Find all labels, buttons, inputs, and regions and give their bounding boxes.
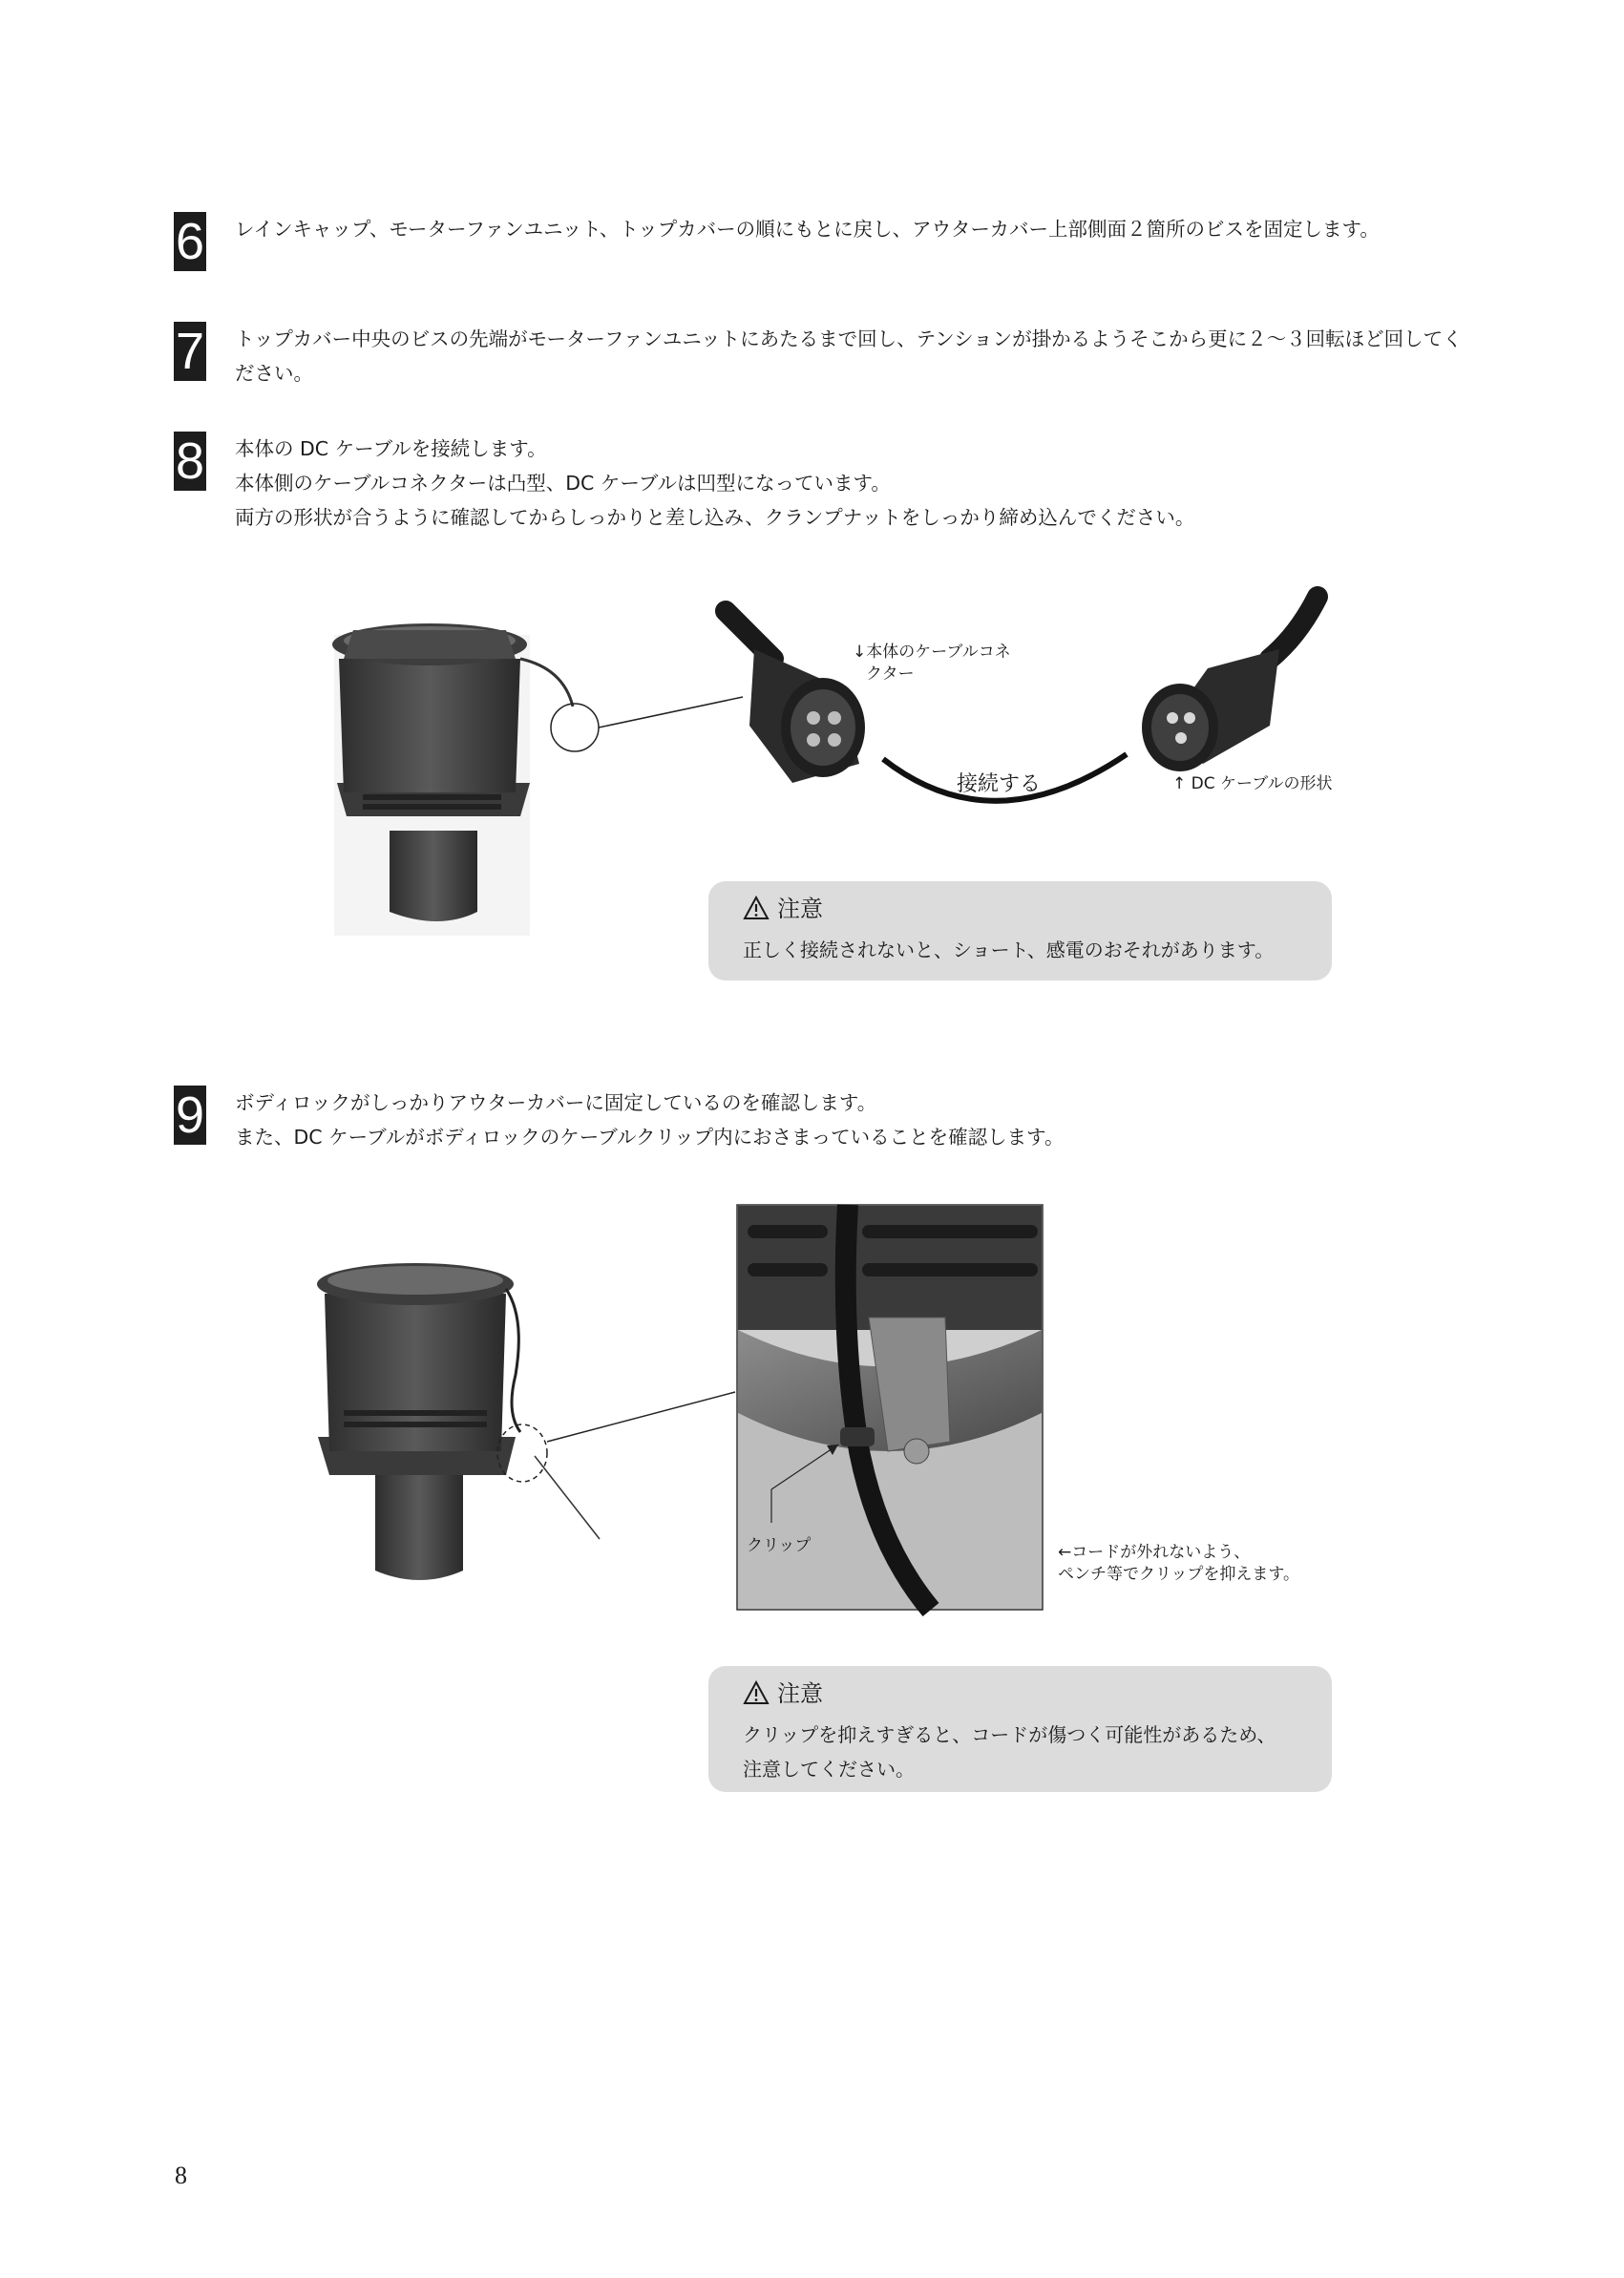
caution-line: 正しく接続されないと、ショート、感電のおそれがあります。	[743, 939, 1275, 961]
device-photo-step9	[317, 1263, 600, 1580]
step-text	[235, 432, 1466, 535]
step-line: トップカバー中央のビスの先端がモーターファンユニットにあたるまで回し、テンションが掛かるようそこから更に２〜３回転ほど回してください。	[235, 327, 1463, 385]
label-body-connector: ↓本体のケーブルコネ	[853, 643, 1011, 662]
step-number-badge: 8	[175, 432, 205, 490]
step-line: 両方の形状が合うように確認してからしっかりと差し込み、クランプナットをしっかり締め込んでください。	[235, 506, 1195, 529]
step-number-badge: 7	[175, 323, 205, 380]
caution-body	[743, 1718, 1316, 1786]
label-body-connector-2: クター	[866, 664, 915, 684]
caution-title-text: 注意	[777, 896, 823, 922]
caution-body	[743, 933, 1316, 967]
body-connector-photo	[726, 611, 865, 783]
step-line: また、DC ケーブルがボディロックのケーブルクリップ内におさまっていることを確認します。	[235, 1126, 1065, 1149]
step-number-badge: 6	[175, 213, 205, 270]
step-text	[235, 212, 1466, 246]
clip-note-line-1: ←コードが外れないよう、	[1058, 1543, 1251, 1562]
caution-line: 注意してください。	[743, 1758, 915, 1781]
caution-title-text: 注意	[777, 1680, 823, 1707]
caution-line: クリップを抑えすぎると、コードが傷つく可能性があるため、	[743, 1723, 1276, 1746]
step-text	[235, 322, 1476, 390]
callout-circle-8	[551, 704, 599, 751]
clip-note-line-2: ペンチ等でクリップを抑えます。	[1058, 1565, 1299, 1584]
caution-box-2	[708, 1666, 1332, 1792]
step-line: ボディロックがしっかりアウターカバーに固定しているのを確認します。	[235, 1091, 877, 1114]
label-dc-shape: ↑ DC ケーブルの形状	[1172, 774, 1333, 793]
step-text	[235, 1086, 1466, 1154]
caution-title	[743, 1679, 823, 1708]
step-line: 本体側のケーブルコネクターは凸型、DC ケーブルは凹型になっています。	[235, 472, 891, 495]
dc-connector-photo	[1142, 597, 1318, 771]
page-number: 8	[175, 2162, 187, 2189]
device-photo-step8	[332, 623, 573, 936]
step-line: 本体の DC ケーブルを接続します。	[235, 437, 547, 460]
caution-title	[743, 895, 823, 923]
warning-icon	[743, 896, 770, 920]
callout-line-8	[599, 697, 743, 728]
caution-box-1	[708, 881, 1332, 981]
step-line: レインキャップ、モーターファンユニット、トップカバーの順にもとに戻し、アウターカバー上部側面２箇所のビスを固定します。	[235, 218, 1380, 241]
warning-icon	[743, 1680, 770, 1705]
step-number-badge: 9	[175, 1086, 205, 1144]
label-connect: 接続する	[957, 772, 1042, 796]
label-clip: クリップ	[747, 1536, 812, 1555]
callout-line-9	[547, 1392, 735, 1442]
